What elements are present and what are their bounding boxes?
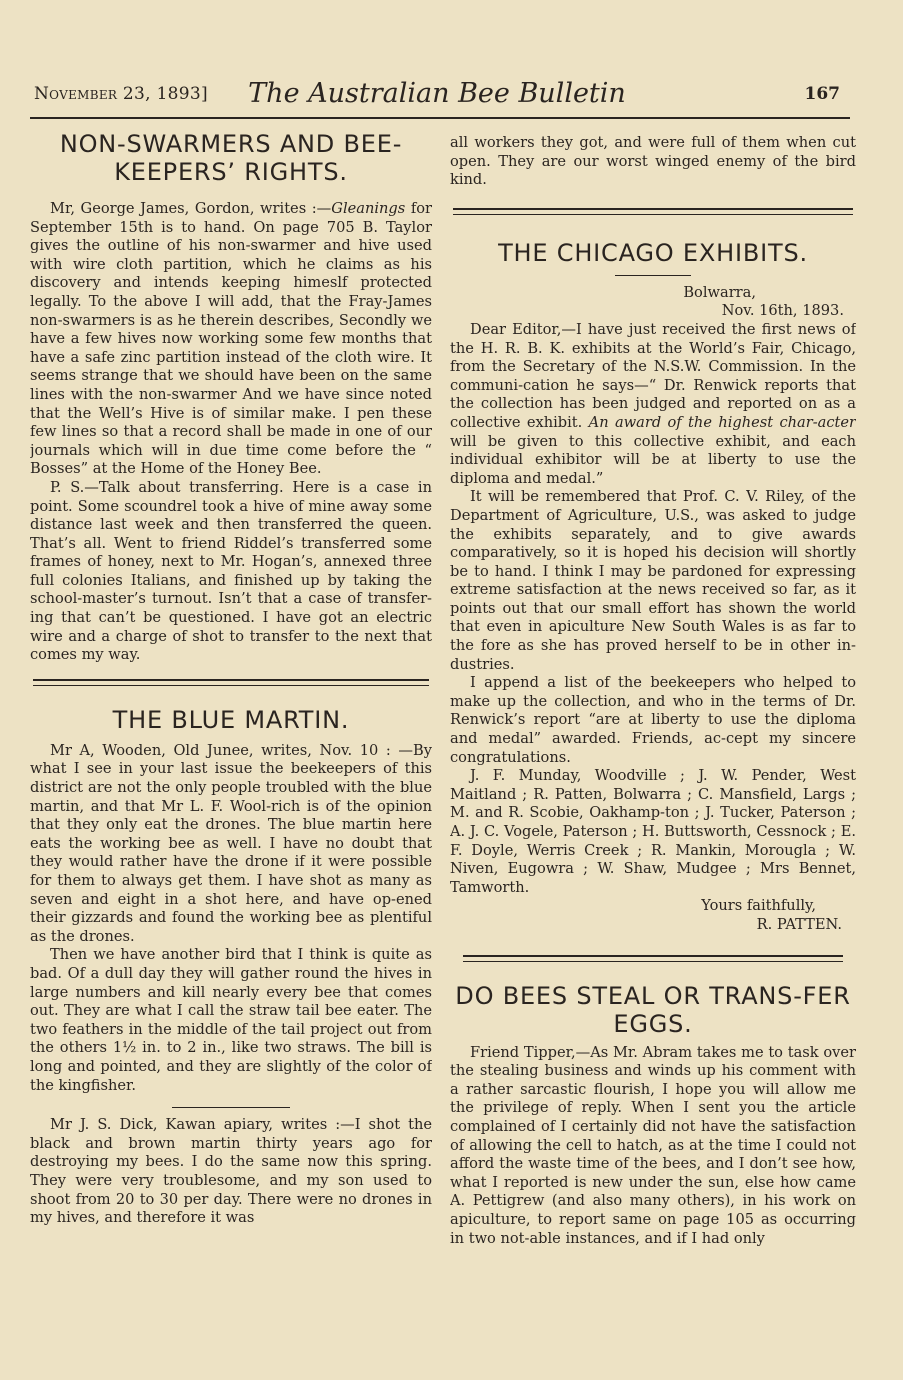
journal-name: Gleanings [331,200,406,217]
section-divider [33,679,429,686]
article-paragraph: Friend Tipper,—As Mr. Abram takes me to task over the stealing business and winds up his comment with a rather sarcastic flourish, I hope you will allow me the privilege of reply. When I sent you the article complained of I certainly did not have the satisfaction of allowing the cell to hatch, as at the time I could not afford the waste time of the bees, and I don’t see how, what I reported is new under the sun, else how came A. Pettigrew (and also many others), in his work on apiculture, to report same on page 105 as occurring in two not-able instances, and if I had only [450,1043,856,1247]
article-blue-martin [30,706,432,1228]
left-column [30,124,432,1334]
letter-signature: R. PATTEN. [756,915,842,933]
article-paragraph: Then we have another bird that I think is quite as bad. Of a dull day they will gather round the hives in large numbers and kill nearly every bee that comes out. They are what I call the straw tail bee eater. The two feathers in the middle of the tail project out from the others 1½ in. to 2 in., like two straws. The bill is long and pointed, and they are slightly of the color of the kingfisher. [30,946,432,1094]
publication-title: The Australian Bee Bulletin [248,78,626,109]
page-number: 167 [804,84,840,104]
award-phrase: An award of the highest char-acter [588,413,856,431]
section-divider [453,208,853,215]
article-chicago-exhibits [450,239,856,935]
issue-date: November 23, 1893] [34,84,208,104]
letter-closing: Yours faithfully, [701,897,816,915]
letter-place: Bolwarra, [683,283,756,301]
article-paragraph: Mr J. S. Dick, Kawan apiary, writes :—I shot the black and brown martin thirty years ago for destroying my bees. I do the same now this spring. They were very troublesome, and my son used to shoot from 20 to 30 per day. There were no drones in my hives, and therefore it was [30,1116,432,1227]
article-paragraph: I append a list of the beekeepers who helped to make up the collection, and who in the terms of Dr. Renwick’s report “are at liberty to use the diploma and medal” awarded. Friends, ac-cept my sincere congratulations. [450,674,856,766]
article-title: THE CHICAGO EXHIBITS. [498,238,808,267]
page-header [34,80,840,112]
article-non-swarmers [30,130,432,665]
article-title: NON-SWARMERS AND BEE-KEEPERS’ RIGHTS. [59,130,403,186]
paragraph-divider [172,1107,290,1108]
beekeeper-list: J. F. Munday, Woodville ; J. W. Pender, West Maitland ; R. Patten, Bolwarra ; C. Mansfield, Largs ; M. and R. Scobie, Oakhamp-ton ; J. Tucker, Paterson ; A. J. C. Vogele, Paterson ; H. Buttsworth, Cessnock ; E. F. Doyle, Werris Creek ; R. Mankin, Morougla ; W. Niven, Eugowra ; W. Shaw, Mudgee ; Mrs Bennet, Tamworth. [450,767,856,896]
article-paragraph: Mr, George James, Gordon, writes :—Gleanings for September 15th is to hand. On page 705 B. Taylor gives the outline of his non-swarmer and hive used with wire cloth partition, which he claims as his discovery and intends keeping himeslf protected legally. To the above I will add, that the Fray-James non-swarmers is as he therein describes, Secondly we have a few hives now working some few months that have a safe zinc partition instead of the cloth wire. It seems strange that we should have been on the same lines with the non-swarmer And we have since noted that the Well’s Hive is of similar make. I pen these few lines so that a record shall be made in one of our journals which will in due time come before the “ Bosses” at the Home of the Honey Bee. [30,200,432,478]
right-column [450,124,856,1334]
article-paragraph: Dear Editor,—I have just received the first news of the H. R. B. K. exhibits at the World’s Fair, Chicago, from the Secretary of the N.S.W. Commission. In the communi-cation he says—“ Dr. Renwick reports that the collection has been judged and reported on as a collective exhibit. An award of the highest char-acter will be given to this collective exhibit, and each individual exhibitor will be at liberty to use the diploma and medal.” [450,320,856,487]
title-rule [615,275,691,276]
article-continuation: all workers they got, and were full of them when cut open. They are our worst winged enemy of the bird kind. [450,134,856,189]
article-paragraph: It will be remembered that Prof. C. V. Riley, of the Department of Agriculture, U.S., was asked to judge the exhibits separately, and to give awards comparatively, so it is hoped his decision will shortly be to hand. I think I may be pardoned for expressing extreme satisfaction at the news received so far, as it points out that our small effort has shown the world that even in apiculture New South Wales is as far to the fore as she has proved herself to be in other in-dustries. [450,488,856,673]
letter-date: Nov. 16th, 1893. [721,302,844,320]
article-title: DO BEES STEAL OR TRANS-FER EGGS. [455,981,851,1038]
article-title: THE BLUE MARTIN. [112,705,350,734]
article-paragraph: Mr A, Wooden, Old Junee, writes, Nov. 10 : —By what I see in your last issue the beekeepers of this district are not the only people troubled with the blue martin, and that Mr L. F. Wool-rich is of the opinion that they only eat the drones. The blue martin here eats the working bee as well. I have no doubt that they would rather have the drone if it were possible for them to always get them. I have shot as many as seven and eight in a shot here, and have op-ened their gizzards and found the working bee as plentiful as the drones. [30,741,432,945]
header-rule [30,117,850,119]
section-divider [463,955,843,962]
article-paragraph: P. S.—Talk about transferring. Here is a case in point. Some scoundrel took a hive of mine away some distance last week and then transferred the queen. That’s all. Went to friend Riddel’s transferred some frames of honey, next to Mr. Hogan’s, annexed three full colonies Italians, and finished up by taking the school-master’s turnout. Isn’t that a case of transfer-ing that can’t be questioned. I have got an electric wire and a charge of shot to transfer to the next that comes my way. [30,478,432,664]
article-bees-steal-eggs [450,982,856,1249]
